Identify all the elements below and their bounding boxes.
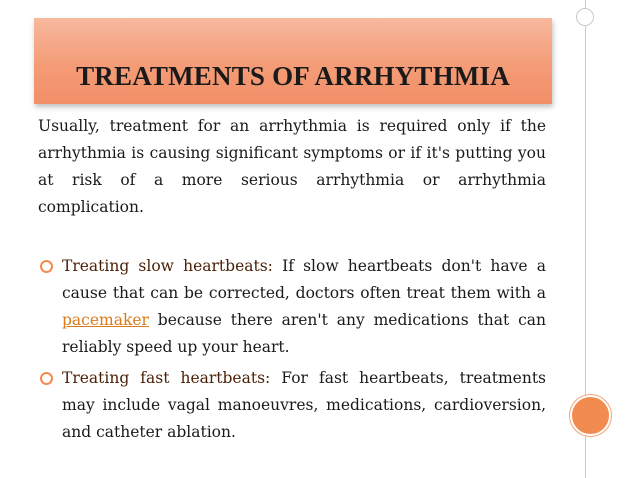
bullet-text: If slow heartbeats don't have a cause that can be corrected, doctors often treat them with a — [62, 257, 546, 302]
bullet-item-fast-heartbeats — [38, 365, 546, 446]
pacemaker-link[interactable]: pacemaker — [62, 311, 149, 329]
bullet-lead: Treating fast heartbeats: — [62, 369, 271, 387]
bullet-text-after: because there aren't any medications that can reliably speed up your heart. — [62, 311, 546, 356]
bullet-lead: Treating slow heartbeats: — [62, 257, 273, 275]
decorative-circle-bottom — [570, 395, 611, 436]
intro-paragraph: Usually, treatment for an arrhythmia is required only if the arrhythmia is causing significant symptoms or if it's putting you at risk of a more serious arrhythmia or arrhythmia complication. — [38, 117, 546, 216]
bullet-text: For fast heartbeats, treatments may include vagal manoeuvres, medications, cardioversion, and catheter ablation. — [62, 369, 546, 441]
slide-title: TREATMENTS OF ARRHYTHMIA — [76, 61, 510, 91]
bullet-circle-icon — [40, 260, 53, 273]
bullet-circle-icon — [40, 372, 53, 385]
decorative-circle-top — [576, 8, 594, 26]
bullet-list — [38, 253, 546, 450]
bullet-item-slow-heartbeats — [38, 253, 546, 361]
title-banner — [34, 18, 552, 104]
